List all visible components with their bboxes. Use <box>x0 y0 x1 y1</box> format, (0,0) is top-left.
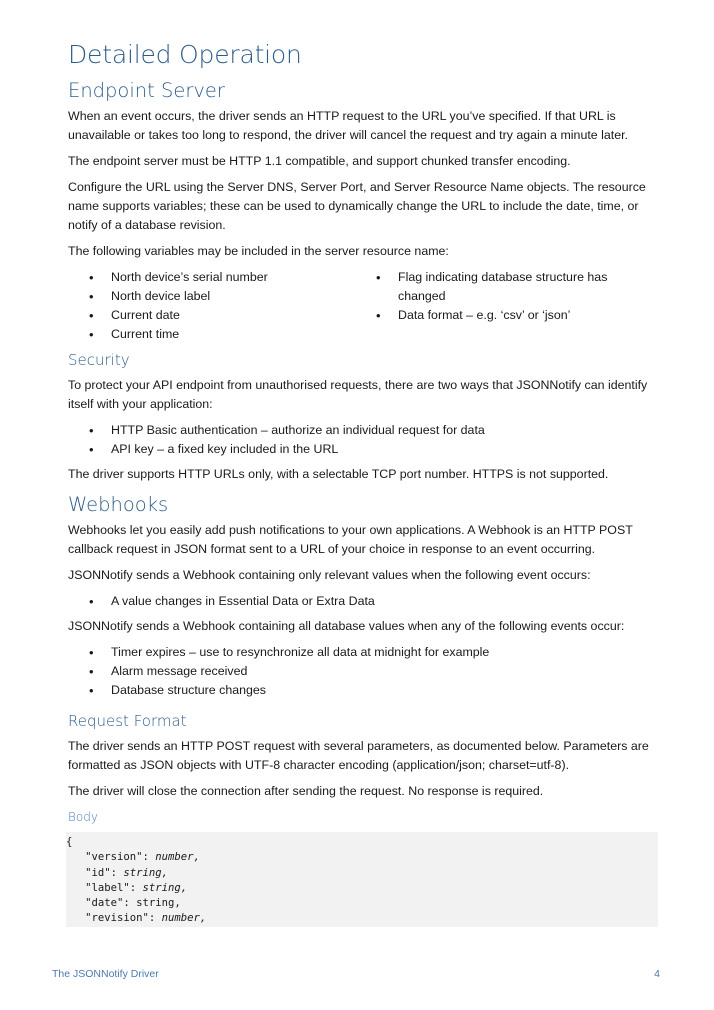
list-item: • North device label <box>68 287 355 306</box>
webhooks-heading: Webhooks <box>68 493 169 516</box>
page-title: Detailed Operation <box>68 40 302 69</box>
list-item: • Current time <box>68 325 355 344</box>
list-item: • A value changes in Essential Data or Extra Data <box>68 592 658 611</box>
code-line: "id": string, <box>66 866 169 879</box>
list-item: • API key – a fixed key included in the URL <box>68 440 658 459</box>
variables-left-column <box>68 268 355 344</box>
webhooks-list-2 <box>68 643 658 700</box>
endpoint-server-heading: Endpoint Server <box>68 79 225 102</box>
list-item: • Timer expires – use to resynchronize all data at midnight for example <box>68 643 658 662</box>
list-item: • Data format – e.g. ‘csv’ or ‘json’ <box>355 306 642 325</box>
code-line: "label": string, <box>66 881 188 894</box>
request-format-heading: Request Format <box>68 712 187 730</box>
endpoint-para-4: The following variables may be included in the server resource name: <box>68 244 449 258</box>
list-item: • Database structure changes <box>68 681 658 700</box>
webhooks-para-2: JSONNotify sends a Webhook containing only relevant values when the following event occurs: <box>68 568 591 582</box>
page-number: 4 <box>654 968 660 980</box>
variables-list <box>68 268 658 344</box>
code-line: "version": number, <box>66 851 200 864</box>
code-line: "date": string, <box>66 897 181 910</box>
list-item: • North device’s serial number <box>68 268 355 287</box>
list-item: • Current date <box>68 306 355 325</box>
security-para-1: To protect your API endpoint from unauthorised requests, there are two ways that JSONNotify can identify itself with your application: <box>68 378 648 411</box>
code-block <box>66 832 658 927</box>
list-item: • HTTP Basic authentication – authorize an individual request for data <box>68 421 658 440</box>
security-list <box>68 421 658 459</box>
webhooks-list-1 <box>68 592 658 611</box>
page-footer <box>52 968 660 980</box>
document-page <box>68 40 658 927</box>
endpoint-para-1: When an event occurs, the driver sends an HTTP request to the URL you’ve specified. If that URL is unavailable or takes too long to respond, the driver will cancel the request and try again a minute later. <box>68 109 628 142</box>
security-heading: Security <box>68 351 130 369</box>
code-line: "revision": number, <box>66 912 207 925</box>
endpoint-para-2: The endpoint server must be HTTP 1.1 compatible, and support chunked transfer encoding. <box>68 154 571 168</box>
body-heading: Body <box>68 810 98 824</box>
endpoint-para-3: Configure the URL using the Server DNS, Server Port, and Server Resource Name objects. The resource name supports variables; these can be used to dynamically change the URL to include the date, time, or notify of a database revision. <box>68 180 646 232</box>
list-item: • Flag indicating database structure has changed <box>355 268 642 306</box>
webhooks-para-3: JSONNotify sends a Webhook containing all database values when any of the following events occur: <box>68 619 625 633</box>
request-para-1: The driver sends an HTTP POST request with several parameters, as documented below. Parameters are formatted as JSON objects with UTF-8 character encoding (application/json; charset=utf-8). <box>68 739 649 772</box>
webhooks-para-1: Webhooks let you easily add push notifications to your own applications. A Webhook is an HTTP POST callback request in JSON format sent to a URL of your choice in response to an event occurring. <box>68 523 633 556</box>
variables-right-column <box>355 268 642 344</box>
security-para-2: The driver supports HTTP URLs only, with a selectable TCP port number. HTTPS is not supported. <box>68 467 609 481</box>
list-item: • Alarm message received <box>68 662 658 681</box>
footer-title: The JSONNotify Driver <box>52 968 159 980</box>
request-para-2: The driver will close the connection after sending the request. No response is required. <box>68 784 544 798</box>
code-line: { <box>66 836 73 848</box>
